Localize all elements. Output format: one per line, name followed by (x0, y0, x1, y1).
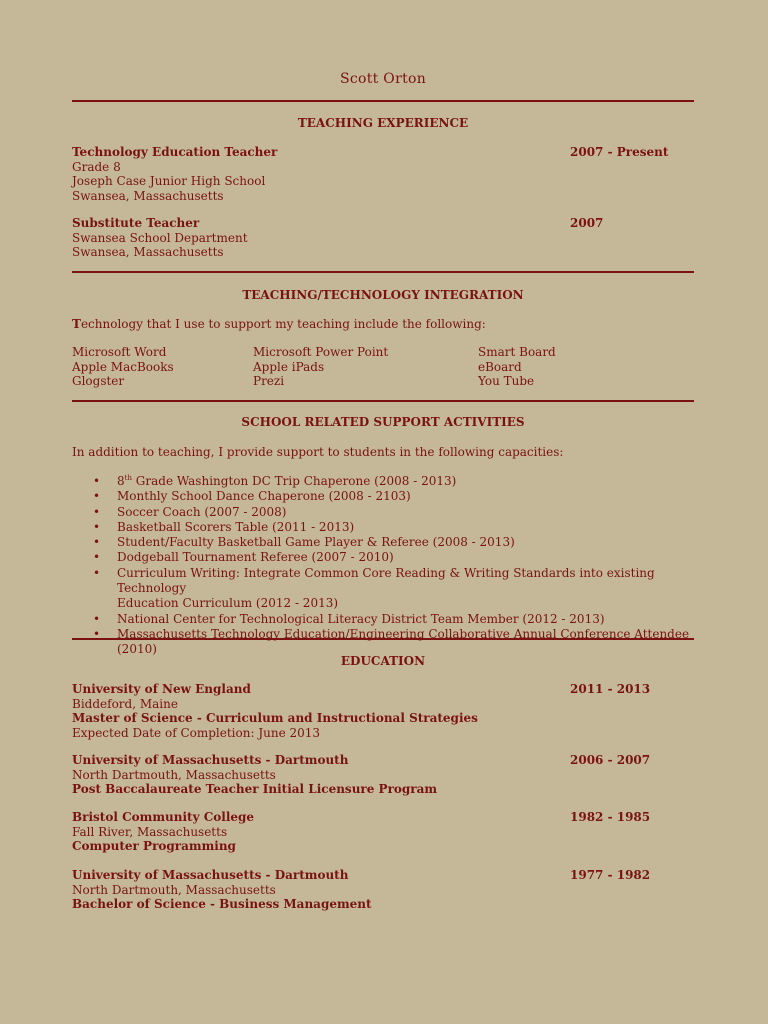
candidate-name: Scott Orton (339, 71, 427, 87)
technology-item: Microsoft Word (72, 345, 167, 359)
education-date: 2011 - 2013 (570, 682, 651, 696)
school-name: University of Massachusetts - Dartmouth (72, 753, 349, 767)
school-location: Biddeford, Maine (72, 696, 178, 711)
technology-item: Apple iPads (253, 359, 325, 374)
education-note: Expected Date of Completion: June 2013 (72, 725, 321, 740)
technology-item: Apple MacBooks (72, 359, 174, 374)
education-entry (72, 753, 694, 797)
degree: Computer Programming (72, 839, 236, 853)
job-detail: Grade 8 (72, 159, 121, 174)
activity-text: Grade Washington DC Trip Chaperone (2008 - 2013) (131, 474, 457, 488)
school-name: University of New England (72, 682, 251, 696)
list-item: • National Center for Technological Literacy District Team Member (2012 - 2013) (117, 612, 694, 627)
technology-item: Glogster (72, 374, 125, 388)
experience-entry (72, 145, 694, 203)
experience-entry (72, 216, 694, 260)
list-item (117, 566, 694, 612)
section-title-education: EDUCATION (340, 654, 426, 668)
degree: Bachelor of Science - Business Management (72, 897, 372, 911)
list-item: • Monthly School Dance Chaperone (2008 - 2103) (117, 489, 694, 504)
job-detail: Swansea, Massachusetts (72, 245, 224, 259)
list-item: • Student/Faculty Basketball Game Player & Referee (2008 - 2013) (117, 535, 694, 550)
technology-item: eBoard (478, 359, 522, 374)
job-detail: Swansea, Massachusetts (72, 188, 224, 203)
job-date: 2007 (570, 216, 604, 230)
list-item (117, 474, 694, 489)
activity-text: Curriculum Writing: Integrate Common Core Reading & Writing Standards into existing Technology (117, 565, 655, 596)
technology-intro (72, 317, 486, 331)
divider (72, 100, 694, 102)
activity-text: Education Curriculum (2012 - 2013) (117, 596, 339, 611)
technology-intro-initial: T (72, 317, 81, 331)
education-date: 1982 - 1985 (570, 810, 651, 824)
section-title-experience: TEACHING EXPERIENCE (297, 116, 469, 130)
school-name: Bristol Community College (72, 810, 255, 824)
section-title-support: SCHOOL RELATED SUPPORT ACTIVITIES (241, 415, 525, 429)
job-detail: Swansea School Department (72, 230, 248, 245)
support-intro: In addition to teaching, I provide support to students in the following capacities: (72, 445, 564, 459)
education-entry (72, 868, 694, 912)
education-date: 1977 - 1982 (570, 868, 651, 882)
list-item: • Massachusetts Technology Education/Engineering Collaborative Annual Conference Attendee (2010) (117, 627, 694, 658)
technology-column (478, 345, 556, 389)
grade-number: 8 (117, 474, 125, 488)
school-location: North Dartmouth, Massachusetts (72, 882, 276, 897)
school-location: North Dartmouth, Massachusetts (72, 767, 276, 782)
technology-item: Prezi (253, 374, 285, 388)
technology-intro-text: echnology that I use to support my teaching include the following: (80, 317, 486, 331)
technology-column (253, 345, 388, 389)
technology-item: Microsoft Power Point (253, 345, 389, 359)
ordinal-suffix: th (124, 474, 132, 482)
divider (72, 638, 694, 640)
list-item: • Soccer Coach (2007 - 2008) (117, 505, 694, 520)
job-detail: Joseph Case Junior High School (72, 174, 266, 188)
list-item: • Dodgeball Tournament Referee (2007 - 2010) (117, 550, 694, 565)
job-date: 2007 - Present (570, 145, 669, 159)
degree: Master of Science - Curriculum and Instructional Strategies (72, 711, 478, 725)
section-title-technology: TEACHING/TECHNOLOGY INTEGRATION (242, 288, 524, 302)
job-title: Substitute Teacher (72, 216, 200, 230)
technology-item: You Tube (478, 374, 535, 388)
list-item: • Basketball Scorers Table (2011 - 2013) (117, 520, 694, 535)
job-title: Technology Education Teacher (72, 145, 278, 159)
education-entry (72, 682, 694, 740)
technology-item: Smart Board (478, 345, 556, 359)
school-location: Fall River, Massachusetts (72, 824, 228, 839)
education-entry (72, 810, 694, 854)
divider (72, 271, 694, 273)
school-name: University of Massachusetts - Dartmouth (72, 868, 349, 882)
technology-column (72, 345, 174, 389)
support-activities-list (72, 474, 694, 658)
divider (72, 400, 694, 402)
education-date: 2006 - 2007 (570, 753, 651, 767)
degree: Post Baccalaureate Teacher Initial Licensure Program (72, 782, 438, 796)
